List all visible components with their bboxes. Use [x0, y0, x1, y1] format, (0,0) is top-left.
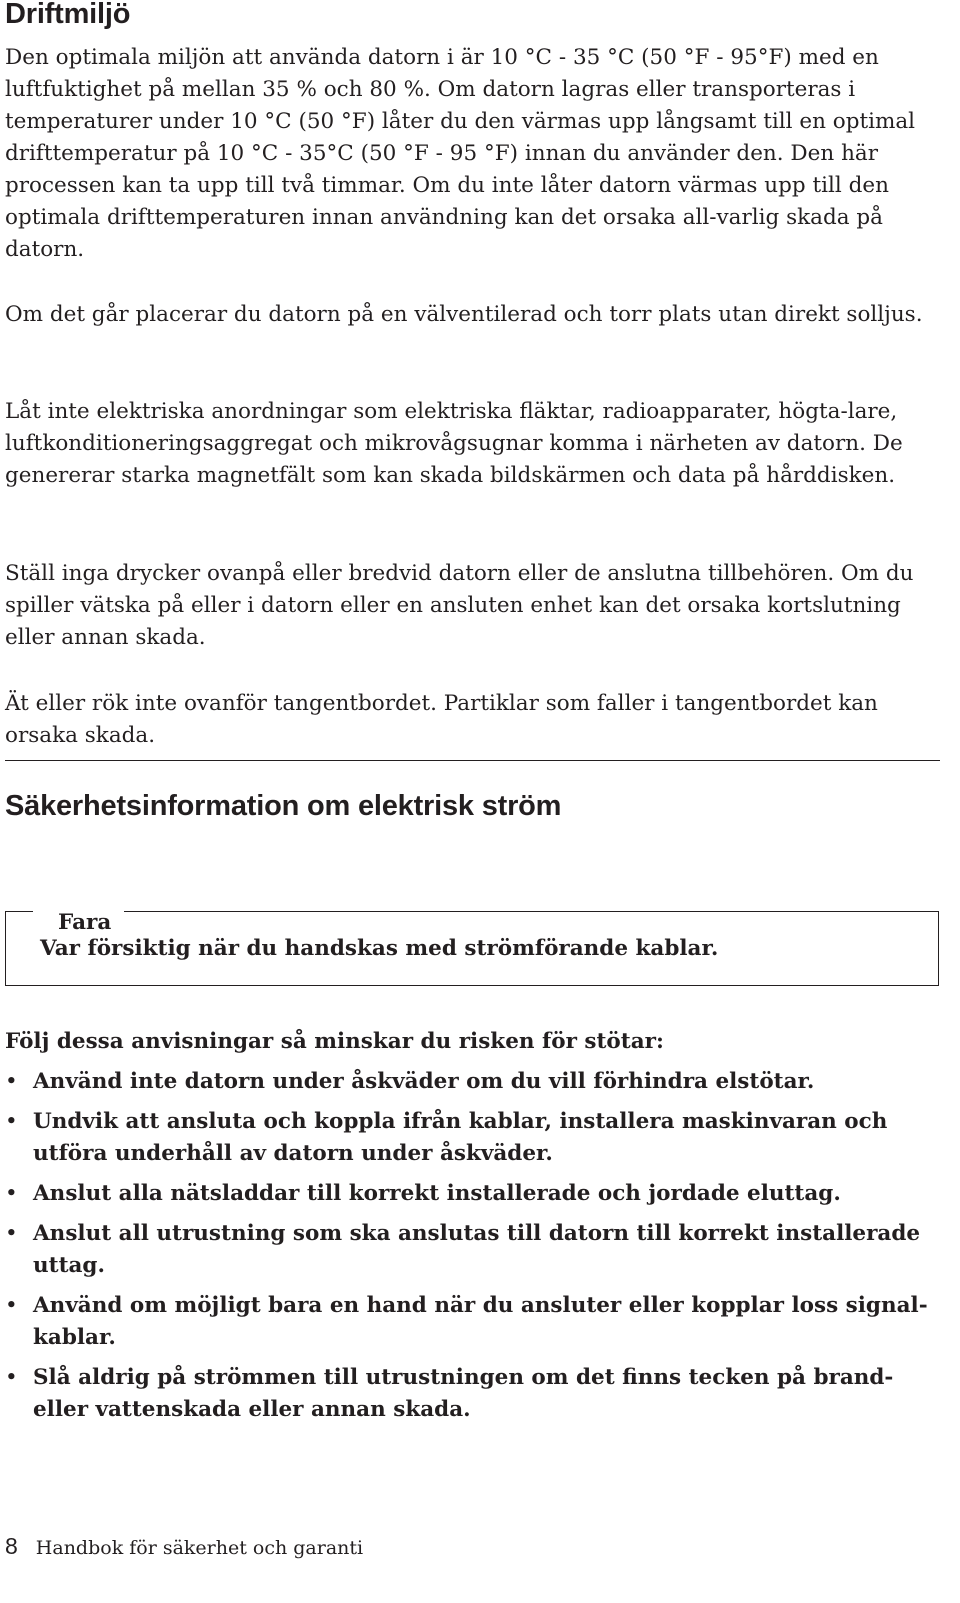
list-item	[5, 1290, 940, 1354]
paragraph-eating: Ät eller rök inte ovanför tangentbordet. Partiklar som faller i tangentbordet kan orsaka skada.	[5, 691, 878, 748]
danger-notice-box	[5, 911, 939, 986]
bullet-icon: •	[5, 1293, 18, 1318]
danger-box-border	[124, 911, 938, 912]
list-item	[5, 1362, 940, 1426]
list-item-text: Anslut alla nätsladdar till korrekt installerade och jordade eluttag.	[33, 1181, 841, 1206]
bullet-icon: •	[5, 1221, 18, 1246]
section-divider	[5, 760, 940, 761]
bullet-icon: •	[5, 1365, 18, 1390]
list-item	[5, 1066, 940, 1098]
list-item	[5, 1106, 940, 1170]
bullet-icon: •	[5, 1069, 18, 1094]
list-item-text: Anslut all utrustning som ska anslutas till datorn till korrekt installerade uttag.	[33, 1221, 921, 1278]
danger-label: Fara	[58, 910, 112, 935]
list-item-text: Undvik att ansluta och koppla ifrån kablar, installera maskinvaran och utföra underhåll av datorn under åskväder.	[33, 1109, 888, 1166]
section-title-driftmiljo: Driftmiljö	[5, 0, 131, 30]
paragraph-drinks: Ställ inga drycker ovanpå eller bredvid datorn eller de anslutna tillbehören. Om du spiller vätska på eller i datorn eller en ansluten enhet kan det orsaka kortslutning eller annan skada.	[5, 561, 914, 650]
paragraph-placement: Om det går placerar du datorn på en välventilerad och torr plats utan direkt solljus.	[5, 302, 923, 327]
list-item-text: Slå aldrig på strömmen till utrustningen om det finns tecken på brand-eller vattenskada eller annan skada.	[33, 1365, 894, 1422]
list-item-text: Använd om möjligt bara en hand när du ansluter eller kopplar loss signal-kablar.	[33, 1293, 928, 1350]
paragraph-operating-environment: Den optimala miljön att använda datorn i är 10 °C - 35 °C (50 °F - 95°F) med en luftfuktighet på mellan 35 % och 80 %. Om datorn lagras eller transporteras i temperaturer under 10 °C (50 °F) låter du den värmas upp långsamt till en optimal drifttemperatur på 10 °C - 35°C (50 °F - 95 °F) innan du använder den. Den här processen kan ta upp till två timmar. Om du inte låter datorn värmas upp till den optimala drifttemperaturen innan användning kan det orsaka all-varlig skada på datorn.	[5, 45, 916, 262]
footer-book-title: Handbok för säkerhet och garanti	[35, 1537, 364, 1559]
bullet-icon: •	[5, 1181, 18, 1206]
list-item	[5, 1178, 940, 1210]
instructions-lead: Följ dessa anvisningar så minskar du risken för stötar:	[5, 1029, 664, 1054]
list-item-text: Använd inte datorn under åskväder om du vill förhindra elstötar.	[33, 1069, 815, 1094]
list-item	[5, 1218, 940, 1282]
paragraph-magnetic-devices: Låt inte elektriska anordningar som elektriska fläktar, radioapparater, högta-lare, luftkonditioneringsaggregat och mikrovågsugnar komma i närheten av datorn. De genererar starka magnetfält som kan skada bildskärmen och data på hårddisken.	[5, 399, 903, 488]
page-number: 8	[5, 1533, 18, 1559]
page-footer	[5, 1533, 363, 1560]
bullet-icon: •	[5, 1109, 18, 1134]
danger-box-border	[6, 911, 33, 912]
safety-instructions-list	[5, 1066, 940, 1434]
section-title-electrical-safety: Säkerhetsinformation om elektrisk ström	[5, 790, 562, 822]
danger-text: Var försiktig när du handskas med strömförande kablar.	[40, 936, 719, 961]
